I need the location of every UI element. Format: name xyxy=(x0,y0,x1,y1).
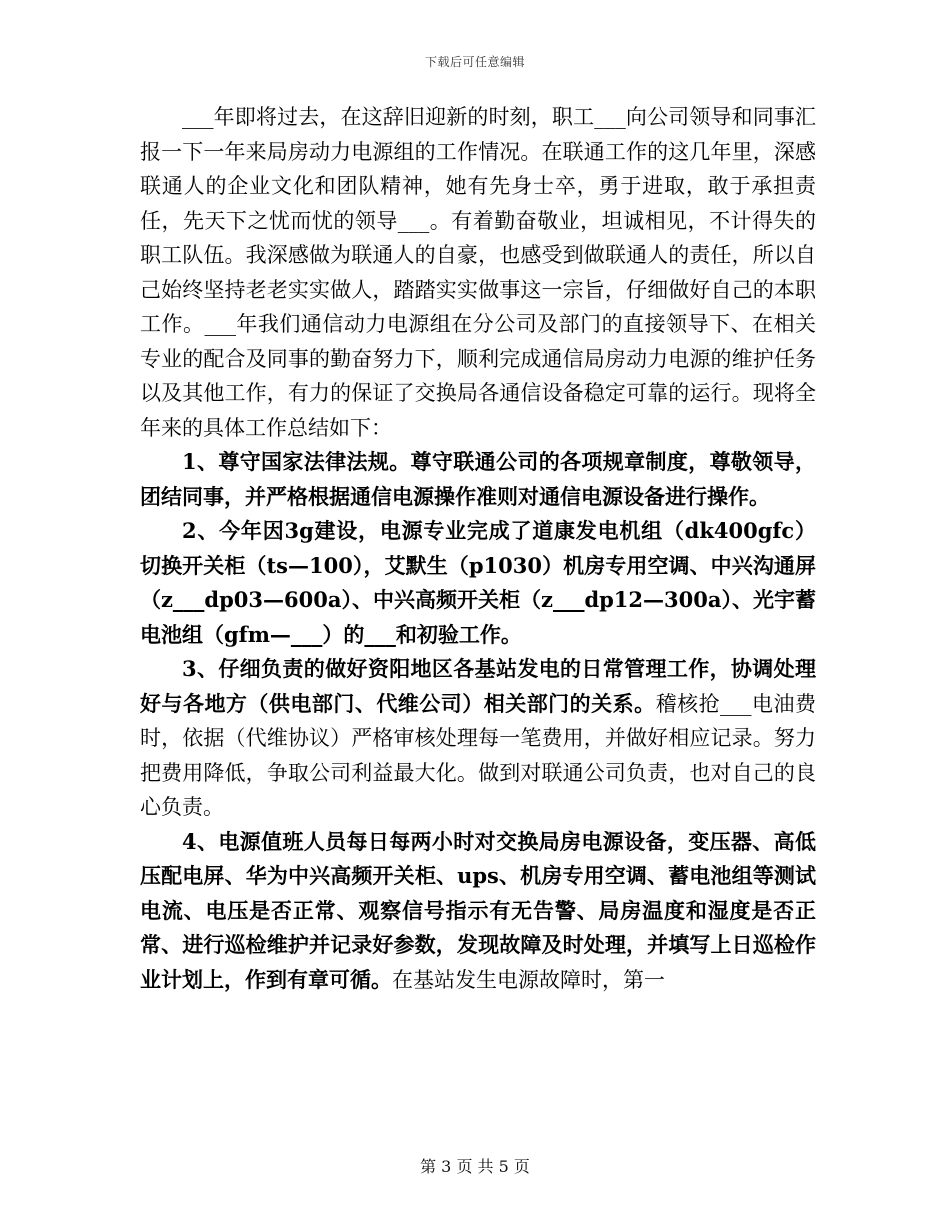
paragraph-item-1 xyxy=(140,445,816,514)
paragraph-item-2 xyxy=(140,514,816,652)
document-body xyxy=(140,100,816,997)
paragraph-item-4 xyxy=(140,825,816,998)
paragraph-item-1-text: 1、尊守国家法律法规。尊守联通公司的各项规章制度，尊敬领导，团结同事，并严格根据通信电源操作准则对通信电源设备进行操作。 xyxy=(140,449,816,509)
paragraph-item-2-text: 2、今年因3g建设，电源专业完成了道康发电机组（dk400gfc）切换开关柜（ts—100），艾默生（p1030）机房专用空调、中兴沟通屏（z___dp03—600a）、中兴高频开关柜（z___dp12—300a）、光宇蓄电池组（gfm—___）的___和初验工作。 xyxy=(140,518,816,647)
paragraph-intro-text: ___年即将过去，在这辞旧迎新的时刻，职工___向公司领导和同事汇报一下一年来局房动力电源组的工作情况。在联通工作的这几年里，深感联通人的企业文化和团队精神，她有先身士卒，勇于进取，敢于承担责任，先天下之忧而忧的领导___。有着勤奋敬业，坦诚相见，不计得失的职工队伍。我深感做为联通人的自豪，也感受到做联通人的责任，所以自己始终坚持老老实实做人，踏踏实实做事这一宗旨，仔细做好自己的本职工作。___年我们通信动力电源组在分公司及部门的直接领导下、在相关专业的配合及同事的勤奋努力下，顺利完成通信局房动力电源的维护任务以及其他工作，有力的保证了交换局各通信设备稳定可靠的运行。现将全年来的具体工作总结如下： xyxy=(140,105,816,440)
page-header: 下载后可任意编辑 xyxy=(424,55,525,69)
paragraph-item-3-bold-text: 3、仔细负责的做好资阳地区各基站发电的日常管理工作，协调处理好与各地方（供电部门、代维公司）相关部门的关系。 xyxy=(140,656,816,716)
paragraph-item-4-normal-text: 在基站发生电源故障时，第一 xyxy=(392,967,665,992)
paragraph-item-3 xyxy=(140,652,816,825)
paragraph-item-4-bold-text: 4、电源值班人员每日每两小时对交换局房电源设备，变压器、高低压配电屏、华为中兴高频开关柜、ups、机房专用空调、蓄电池组等测试电流、电压是否正常、观察信号指示有无告警、局房温度和湿度是否正常、进行巡检维护并记录好参数，发现故障及时处理，并填写上日巡检作业计划上，作到有章可循。 xyxy=(140,828,816,992)
page-footer: 第 3 页 共 5 页 xyxy=(420,1157,530,1176)
paragraph-item-3-normal-text: 稽核抢___电油费时，依据（代维协议）严格审核处理每一笔费用，并做好相应记录。努力把费用降低，争取公司利益最大化。做到对联通公司负责，也对自己的良心负责。 xyxy=(140,691,817,819)
paragraph-intro xyxy=(140,100,816,445)
